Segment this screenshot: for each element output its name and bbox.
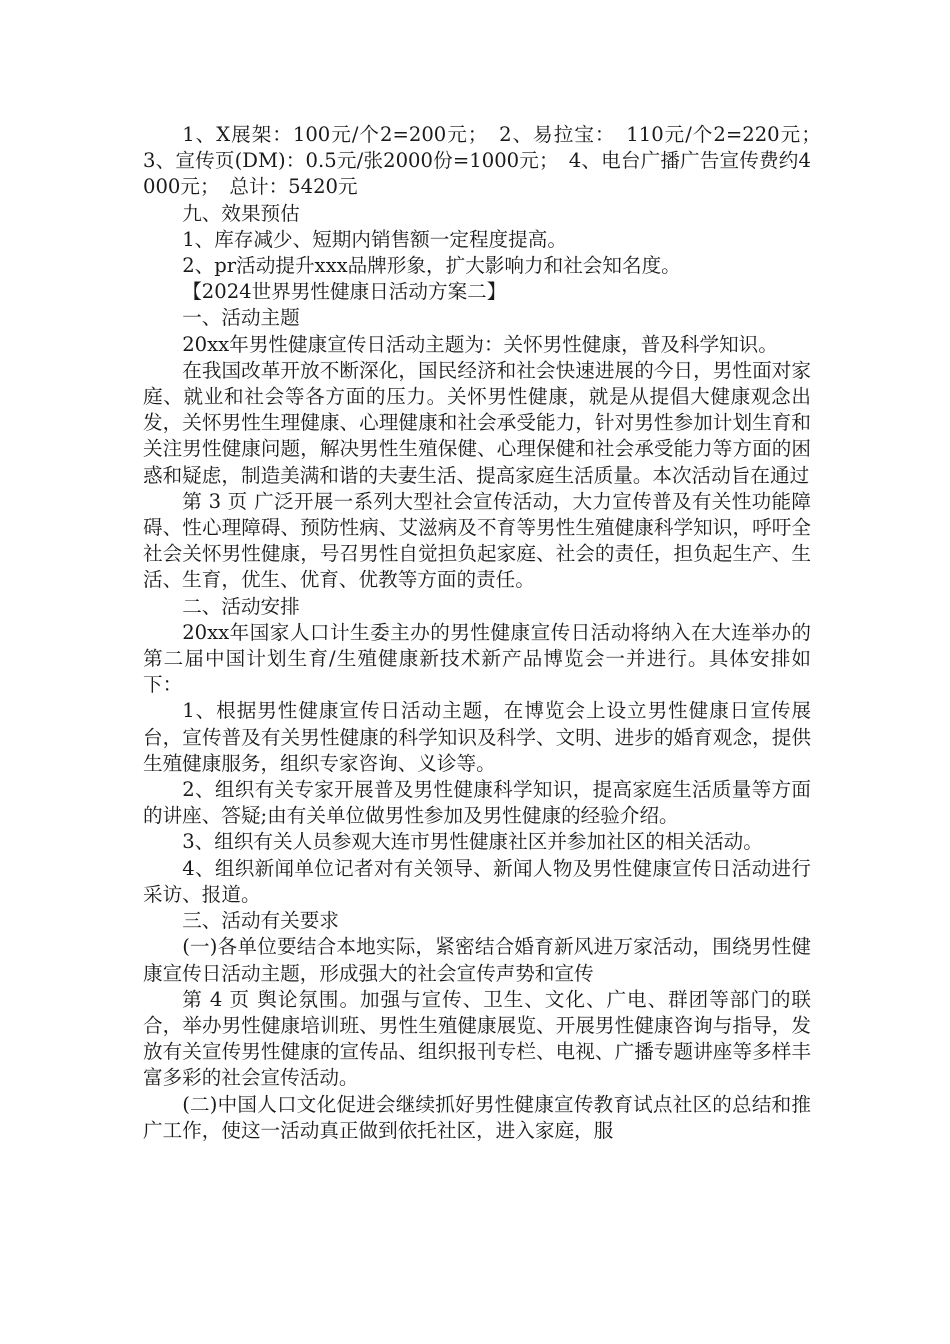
budget-paragraph: 1、X展架：100元/个2=200元； 2、易拉宝： 110元/个2=220元； 3、宣传页(DM)：0.5元/张2000份=1000元； 4、电台广播广告宣传费约4000元； 总计：5420元 [143,123,831,199]
document-body [143,122,831,1144]
section-heading-effect-estimate: 九、效果预估 [182,201,300,225]
section-heading-arrangement: 二、活动安排 [182,594,300,618]
effect-item-2: 2、pr活动提升xxx品牌形象，扩大影响力和社会知名度。 [182,254,681,278]
requirement-1: (一)各单位要结合本地实际，紧密结合婚育新风进万家活动，围绕男性健康宣传日活动主题，形成强大的社会宣传声势和宣传 [143,935,811,985]
arrangement-item-3: 3、组织有关人员参观大连市男性健康社区并参加社区的相关活动。 [182,830,763,854]
requirement-2: (二)中国人口文化促进会继续抓好男性健康宣传教育试点社区的总结和推广工作，使这一活动真正做到依托社区，进入家庭，服 [143,1092,811,1142]
plan-two-title: 【2024世界男性健康日活动方案二】 [182,280,507,304]
background-paragraph: 在我国改革开放不断深化，国民经济和社会快速进展的今日，男性面对家庭、就业和社会等各方面的压力。关怀男性健康，就是从提倡大健康观念出发，关怀男性生理健康、心理健康和社会承受能力，针对男性参加计划生育和关注男性健康问题，解决男性生殖保健、心理保健和社会承受能力等方面的困惑和疑虑，制造美满和谐的夫妻生活、提高家庭生活质量。本次活动旨在通过 [143,358,811,487]
page-4-paragraph: 第 4 页 舆论氛围。加强与宣传、卫生、文化、广电、群团等部门的联合，举办男性健康培训班、男性生殖健康展览、开展男性健康咨询与指导，发放有关宣传男性健康的宣传品、组织报刊专栏、电视、广播专题讲座等多样丰富多彩的社会宣传活动。 [143,987,811,1090]
page-3-paragraph: 第 3 页 广泛开展一系列大型社会宣传活动，大力宣传普及有关性功能障碍、性心理障碍、预防性病、艾滋病及不育等男性生殖健康科学知识，呼吁全社会关怀男性健康，号召男性自觉担负起家庭、社会的责任，担负起生产、生活、生育，优生、优育、优教等方面的责任。 [143,489,811,592]
arrangement-item-4: 4、组织新闻单位记者对有关领导、新闻人物及男性健康宣传日活动进行采访、报道。 [143,856,811,906]
arrangement-item-1: 1、根据男性健康宣传日活动主题，在博览会上设立男性健康日宣传展台，宣传普及有关男性健康的科学知识及科学、文明、进步的婚育观念，提供生殖健康服务，组织专家咨询、义诊等。 [143,699,811,775]
theme-paragraph: 20xx年男性健康宣传日活动主题为：关怀男性健康，普及科学知识。 [182,332,778,356]
effect-item-1: 1、库存减少、短期内销售额一定程度提高。 [182,227,567,251]
arrangement-item-2: 2、组织有关专家开展普及男性健康科学知识，提高家庭生活质量等方面的讲座、答疑;由有关单位做男性参加及男性健康的经验介绍。 [143,778,811,828]
arrangement-intro: 20xx年国家人口计生委主办的男性健康宣传日活动将纳入在大连举办的第二届中国计划生育/生殖健康新技术新产品博览会一并进行。具体安排如下： [143,620,811,697]
section-heading-requirements: 三、活动有关要求 [182,909,339,933]
section-heading-theme: 一、活动主题 [182,306,300,330]
